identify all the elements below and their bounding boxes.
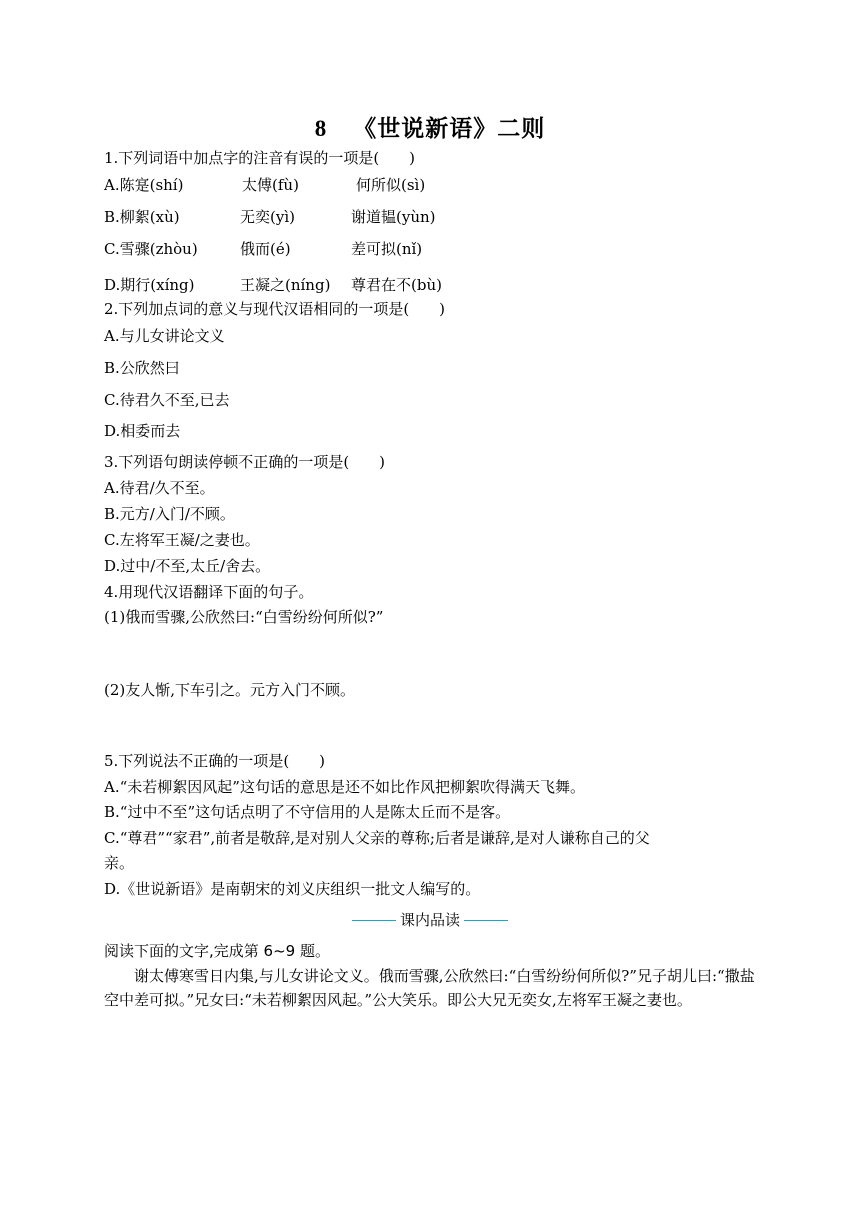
q1-option-d: D.期行(xíng) 王凝之(níng) 尊君在不(bù) [104, 276, 442, 294]
q5-option-b: B.“过中不至”这句话点明了不守信用的人是陈太丘而不是客。 [104, 803, 511, 821]
q3-stem: 3.下列语句朗读停顿不正确的一项是( ) [104, 453, 386, 471]
q5-option-c-cont: 亲。 [104, 854, 135, 872]
q2-option-a: A.与儿女讲论文义 [104, 327, 225, 345]
q1-option-c: C.雪骤(zhòu) 俄而(é) 差可拟(nǐ) [104, 240, 423, 258]
q4-item-2: (2)友人惭,下车引之。元方入门不顾。 [104, 681, 356, 699]
q5-option-c: C.“尊君”“家君”,前者是敬辞,是对别人父亲的尊称;后者是谦辞,是对人谦称自己的父 [104, 829, 650, 847]
lesson-number: 8 [314, 116, 328, 141]
q2-option-b: B.公欣然曰 [104, 359, 180, 377]
q1-option-b: B.柳絮(xù) 无奕(yì) 谢道韫(yùn) [104, 208, 436, 226]
q1-stem: 1.下列词语中加点字的注音有误的一项是( ) [104, 149, 416, 167]
lesson-title [0, 110, 860, 143]
q2-stem: 2.下列加点词的意义与现代汉语相同的一项是( ) [104, 300, 446, 318]
section-rule-left [352, 920, 396, 921]
q4-item-1: (1)俄而雪骤,公欣然曰:“白雪纷纷何所似?” [104, 608, 384, 626]
q2-option-d: D.相委而去 [104, 422, 181, 440]
reading-passage: 谢太傅寒雪日内集,与儿女讲论文义。俄而雪骤,公欣然曰:“白雪纷纷何所似?”兄子胡儿曰:“撒盐空中差可拟。”兄女曰:“未若柳絮因风起。”公大笑乐。即公大兄无奕女,左将军王凝之妻也。 [104, 967, 755, 1009]
q3-option-d: D.过中/不至,太丘/舍去。 [104, 557, 271, 575]
q4-stem: 4.用现代汉语翻译下面的句子。 [104, 583, 314, 601]
q1-option-a: A.陈寔(shí) 太傅(fù) 何所似(sì) [104, 176, 426, 194]
section-label: 课内品读 [399, 911, 460, 929]
q3-option-b: B.元方/入门/不顾。 [104, 505, 235, 523]
q2-option-c: C.待君久不至,已去 [104, 391, 230, 409]
q3-option-a: A.待君/久不至。 [104, 479, 215, 497]
q5-stem: 5.下列说法不正确的一项是( ) [104, 752, 326, 770]
section-header [0, 909, 860, 930]
q3-option-c: C.左将军王凝/之妻也。 [104, 531, 260, 549]
lesson-name: 《世说新语》二则 [353, 116, 546, 142]
section-rule-right [464, 920, 508, 921]
reading-instruction: 阅读下面的文字,完成第 6~9 题。 [104, 942, 330, 960]
q5-option-d: D.《世说新语》是南朝宋的刘义庆组织一批文人编写的。 [104, 880, 481, 898]
q5-option-a: A.“未若柳絮因风起”这句话的意思是还不如比作风把柳絮吹得满天飞舞。 [104, 778, 585, 796]
